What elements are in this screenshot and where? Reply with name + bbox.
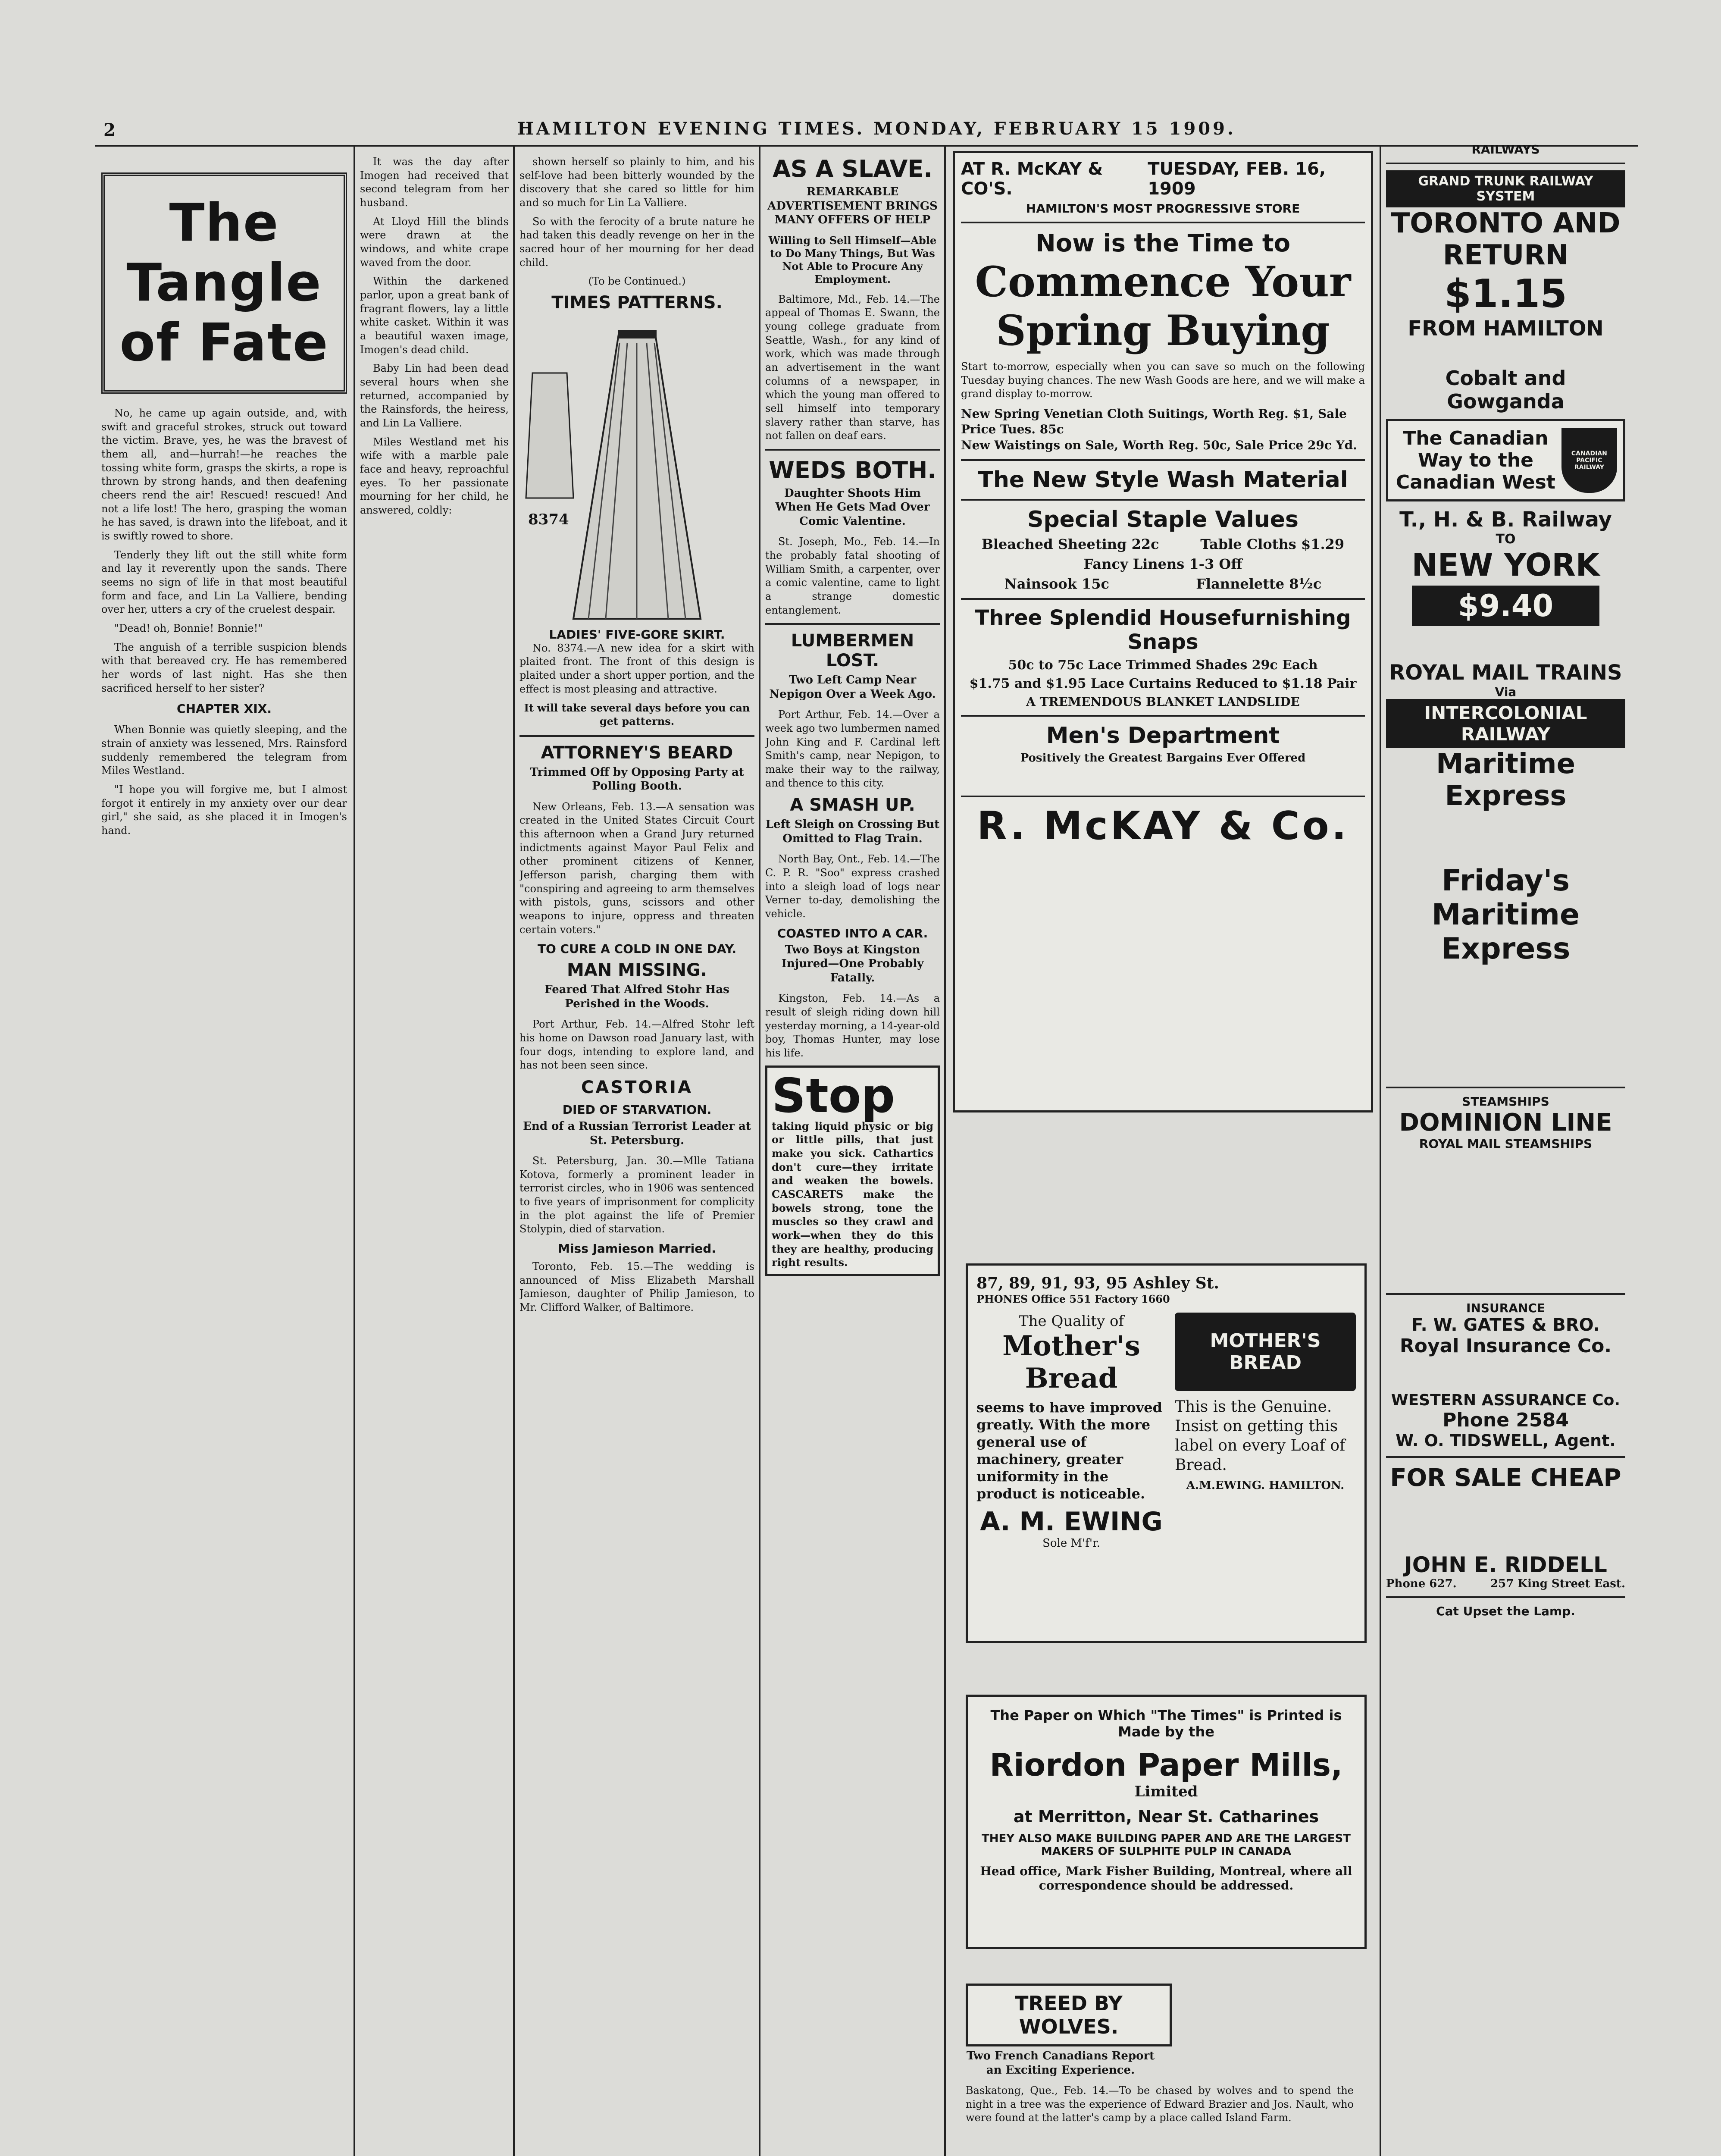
staple-row-2 — [961, 576, 1365, 592]
column-rule — [513, 147, 515, 2156]
mckay-header-left: AT R. McKAY & CO'S. — [961, 159, 1103, 199]
banner-line-3: Spring Buying — [996, 306, 1330, 355]
nainsook-offer: Nainsook 15c — [1004, 576, 1110, 592]
paragraph: "I hope you will forgive me, but I almost forgot it entirely in my anxiety over our dear girl," she said, as she placed it in Imogen's hand. — [101, 783, 347, 837]
column-rule — [1380, 147, 1381, 2156]
slave-subhead: REMARKABLE ADVERTISEMENT BRINGS MANY OFFERS OF HELP — [767, 185, 938, 226]
starvation-subhead: End of a Russian Terrorist Leader at St. Petersburg. — [523, 1120, 751, 1147]
stop-headline: Stop — [772, 1068, 895, 1123]
shades-offer: 50c to 75c Lace Trimmed Shades 29c Each — [1008, 658, 1318, 673]
toronto-return: TORONTO AND RETURN — [1391, 207, 1621, 271]
cold-headline: TO CURE A COLD IN ONE DAY. — [537, 942, 737, 956]
paragraph: shown herself so plainly to him, and his self-love had been bitterly wounded by the discovery that she cared so little for him and so much for Lin La Valliere. — [519, 156, 754, 209]
bread-label: MOTHER'S BREAD — [1175, 1313, 1356, 1391]
lumbermen-subhead: Two Left Camp Near Nepigon Over a Week Ago. — [769, 674, 936, 701]
slave-paragraph: Baltimore, Md., Feb. 14.—The appeal of Thomas E. Swann, the young college graduate from Seattle, Wash., for any kind of work, which was made through an advertisement in the want columns of a newspaper, in which the young man offered to sell himself into temporary slavery rather than starve, has not fallen on deaf ears. — [765, 293, 940, 442]
wolves-subhead: Two French Canadians Report an Exciting Experience. — [966, 2049, 1155, 2077]
paragraph: Miles Westland met his wife with a marble pale face and heavy, reproachful eyes. To her passionate mourning for her child, he answered, coldly: — [360, 436, 509, 517]
lumbermen-headline: LUMBERMEN LOST. — [791, 631, 914, 671]
divider — [961, 715, 1365, 717]
serial-body — [101, 407, 347, 838]
serial-column — [101, 172, 347, 2156]
riordon-name: Riordon Paper Mills, — [989, 1747, 1343, 1783]
mothers-bread-title: Mother's Bread — [1002, 1330, 1140, 1395]
gt-price: $1.15 — [1444, 271, 1567, 317]
thb-heading: T., H. & B. Railway — [1399, 508, 1612, 532]
ewing-phones: PHONES Office 551 Factory 1660 — [976, 1293, 1170, 1305]
paragraph: Tenderly they lift out the still white form and lay it reverently upon the sands. There seems no sign of life in that most beautiful form and face, and Lin La Valliere, bending over her, utters a cry of the cruelest despair. — [101, 548, 347, 616]
tidswell: W. O. TIDSWELL, Agent. — [1396, 1431, 1616, 1450]
cpr-ad — [1386, 419, 1625, 501]
riordon-top: The Paper on Which "The Times" is Printed is Made by the — [990, 1707, 1342, 1740]
mckay-slogan: HAMILTON'S MOST PROGRESSIVE STORE — [1026, 201, 1300, 216]
patterns-title: TIMES PATTERNS. — [551, 292, 723, 313]
married-paragraph: Toronto, Feb. 15.—The wedding is announced of Miss Elizabeth Marshall Jamieson, daughter of Philip Jamieson, to Mr. Clifford Walker, of Baltimore. — [519, 1260, 754, 1314]
venetian-offer: New Spring Venetian Cloth Suitings, Worth Reg. $1, Sale Price Tues. 85c — [961, 407, 1347, 437]
stop-text: taking liquid physic or big or little pills, that just make you sick. Cathartics don't cure—they irritate and weaken the bowels. CASCARETS make the bowels strong, tone the muscles so they crawl and work—when they do this they are healthy, producing right results. — [772, 1119, 933, 1269]
smash-paragraph: North Bay, Ont., Feb. 14.—The C. P. R. "Soo" express crashed into a sleigh load of logs near Verner to-day, demolishing the vehicle. — [765, 853, 940, 920]
mothers-bread-ad — [966, 1263, 1367, 1643]
riordon-limited: Limited — [1134, 1783, 1198, 1800]
divider — [961, 222, 1365, 223]
mckay-ad — [953, 151, 1373, 1112]
serial-column-2 — [360, 155, 509, 2156]
divider — [1386, 163, 1625, 164]
column-rule — [944, 147, 946, 2156]
new-york: NEW YORK — [1411, 547, 1600, 583]
page-number: 2 — [103, 120, 116, 140]
newspaper-title-line: HAMILTON EVENING TIMES. MONDAY, FEBRUARY 15 1909. — [517, 119, 1236, 139]
cpr-shield-icon: CANADIAN PACIFIC RAILWAY — [1561, 428, 1617, 493]
riordon-place: at Merritton, Near St. Catharines — [1013, 1807, 1319, 1826]
starvation-headline: DIED OF STARVATION. — [562, 1103, 712, 1117]
paragraph: No, he came up again outside, and, with swift and graceful strokes, struck out toward the victim. Brave, yes, he was the bravest of them all, and—hurrah!—he reaches the tossing white form, grasps the skirts, a rope is thrown by strong hands, and then deafening cheers rend the air! Rescued! rescued! And not a life lost! The hero, grasping the woman he has saved, is drawn into the lifeboat, and it is swiftly rowed to shore. — [101, 407, 347, 542]
paragraph: It was the day after Imogen had received that second telegram from her husband. — [360, 156, 509, 209]
housefurnishing-heading: Three Splendid Housefurnishing Snaps — [975, 606, 1351, 655]
man-missing-subhead: Feared That Alfred Stohr Has Perished in the Woods. — [544, 983, 729, 1010]
divider — [765, 449, 940, 451]
mens-heading: Men's Department — [1046, 723, 1280, 749]
slave-subhead-2: Willing to Sell Himself—Able to Do Many Things, But Was Not Able to Procure Any Employment. — [768, 234, 937, 285]
blanket-offer: A TREMENDOUS BLANKET LANDSLIDE — [1026, 695, 1300, 709]
divider — [1386, 1596, 1625, 1598]
ewing-address: 87, 89, 91, 93, 95 Ashley St. — [976, 1274, 1219, 1292]
western-assurance: WESTERN ASSURANCE Co. — [1391, 1391, 1621, 1409]
chapter-heading: CHAPTER XIX. — [177, 702, 272, 716]
riddell-contact — [1386, 1577, 1625, 1590]
divider — [961, 796, 1365, 797]
cascarets-ad — [765, 1065, 940, 1276]
lumbermen-paragraph: Port Arthur, Feb. 14.—Over a week ago two lumbermen named John King and F. Cardinal left Smith's camp, near Nepigon, to make their way to the railway, and thence to this city. — [765, 708, 940, 789]
railways-section: RAILWAYS — [1471, 142, 1540, 157]
riordon-office: Head office, Mark Fisher Building, Montreal, where all correspondence should be addressed. — [980, 1864, 1352, 1893]
divider — [1386, 1293, 1625, 1295]
serial-title-box — [101, 172, 347, 394]
castoria-ad: CASTORIA — [581, 1078, 693, 1098]
divider — [961, 598, 1365, 600]
gt-from: FROM HAMILTON — [1408, 317, 1604, 341]
weds-subhead: Daughter Shoots Him When He Gets Mad Over Comic Valentine. — [775, 486, 930, 528]
gates-heading: F. W. GATES & BRO. — [1411, 1315, 1600, 1335]
mckay-footer-logo: R. McKAY & Co. — [977, 803, 1349, 849]
married-headline: Miss Jamieson Married. — [558, 1241, 716, 1256]
staple-heading: Special Staple Values — [1027, 507, 1299, 533]
wolves-headline: TREED BY WOLVES. — [1015, 1992, 1123, 2038]
genuine-text: This is the Genuine. Insist on getting this label on every Loaf of Bread. — [1175, 1398, 1346, 1474]
ewing-signature: A.M.EWING. HAMILTON. — [1186, 1479, 1345, 1492]
divider — [1386, 1087, 1625, 1088]
serial-title: The Tangle of Fate — [119, 193, 329, 373]
pattern-number: 8374 — [528, 511, 569, 528]
wolves-story — [966, 1984, 1367, 2156]
dominion-line: DOMINION LINE — [1399, 1109, 1612, 1137]
wash-material-heading: The New Style Wash Material — [978, 467, 1348, 493]
banner-line-2: Commence Your — [975, 257, 1351, 306]
coasted-subhead: Two Boys at Kingston Injured—One Probably Fatally. — [781, 943, 924, 984]
quality-line: The Quality of — [1018, 1313, 1124, 1330]
paragraph: So with the ferocity of a brute nature he had taken this deadly revenge on her in the sacred hour of her mourning for her dead child. — [519, 215, 754, 269]
attorney-paragraph: New Orleans, Feb. 13.—A sensation was created in the United States Circuit Court this afternoon when a Grand Jury returned indictments against Mayor Paul Felix and other prominent citizens of Kenner, Jefferson parish, charging them with "conspiring and agreeing to arm themselves with pistols, guns, scissors and other weapons to injure, oppress and threaten certain voters." — [519, 800, 754, 936]
riddell-phone: Phone 627. — [1386, 1577, 1457, 1590]
phone-2584: Phone 2584 — [1443, 1409, 1569, 1431]
divider — [519, 735, 754, 737]
riddell-address: 257 King Street East. — [1490, 1577, 1625, 1590]
paragraph: At Lloyd Hill the blinds were drawn at the windows, and white crape waved from the door. — [360, 215, 509, 269]
smash-subhead: Left Sleigh on Crossing But Omitted to Flag Train. — [765, 818, 940, 845]
divider — [1386, 1456, 1625, 1458]
royal-mail: ROYAL MAIL TRAINS — [1389, 661, 1622, 685]
weds-headline: WEDS BOTH. — [769, 456, 936, 484]
smash-headline: A SMASH UP. — [790, 795, 915, 815]
staple-row-1 — [961, 536, 1365, 552]
slave-headline: AS A SLAVE. — [773, 155, 932, 182]
attorney-headline: ATTORNEY'S BEARD — [541, 743, 733, 763]
fridays-maritime: Friday's Maritime Express — [1431, 864, 1580, 966]
curtains-offer: $1.75 and $1.95 Lace Curtains Reduced to $1.18 Pair — [969, 676, 1357, 692]
via: Via — [1495, 685, 1517, 699]
grand-trunk-logo: GRAND TRUNK RAILWAY SYSTEM — [1386, 170, 1625, 207]
starvation-paragraph: St. Petersburg, Jan. 30.—Mlle Tatiana Kotova, formerly a prominent leader in terrorist circles, who in 1906 was sentenced to five years of imprisonment for complicity in the plot against the life of Premier Stolypin, died of starvation. — [519, 1155, 754, 1235]
cobalt-heading: Cobalt and Gowganda — [1445, 367, 1566, 413]
divider — [961, 499, 1365, 501]
maritime-express: Maritime Express — [1436, 748, 1575, 812]
thb-to: TO — [1496, 532, 1516, 547]
news-column-3 — [519, 155, 754, 2156]
table-cloths-offer: Table Cloths $1.29 — [1200, 536, 1345, 553]
pattern-text: No. 8374.—A new idea for a skirt with plaited front. The front of this design is plaited under a short upper portion, and the effect is most pleasing and attractive. — [519, 642, 754, 695]
riordon-also: THEY ALSO MAKE BUILDING PAPER AND ARE THE LARGEST MAKERS OF SULPHITE PULP IN CANADA — [982, 1832, 1351, 1858]
skirt-illustration — [519, 317, 754, 627]
flannelette-offer: Flannelette 8½c — [1196, 576, 1322, 592]
to-be-continued: (To be Continued.) — [588, 275, 686, 288]
coasted-headline: COASTED INTO A CAR. — [777, 926, 928, 940]
divider — [765, 623, 940, 625]
weds-paragraph: St. Joseph, Mo., Feb. 14.—In the probably fatal shooting of William Smith, a carpenter, over a comic valentine, came to light a strange domestic entanglement. — [765, 536, 940, 616]
mckay-intro: Start to-morrow, especially when you can save so much on the following Tuesday buying chances. The new Wash Goods are here, and we will make a grand display to-morrow. — [961, 360, 1365, 400]
waistings-offer: New Waistings on Sale, Worth Reg. 50c, Sale Price 29c Yd. — [961, 438, 1357, 452]
ewing-name: A. M. EWING — [980, 1507, 1163, 1537]
wolves-paragraph: Baskatong, Que., Feb. 14.—To be chased by wolves and to spend the night in a tree was the experience of Edward Brazier and Jos. Nault, who were found at the latter's camp by a place called Island Farm. — [966, 2084, 1354, 2124]
pattern-caption: LADIES' FIVE-GORE SKIRT. — [549, 627, 725, 642]
intercolonial-logo: INTERCOLONIAL RAILWAY — [1386, 699, 1625, 748]
riddell-name: JOHN E. RIDDELL — [1404, 1552, 1607, 1577]
mckay-header — [961, 159, 1365, 199]
divider — [961, 459, 1365, 461]
man-missing-headline: MAN MISSING. — [566, 960, 707, 981]
paragraph: Within the darkened parlor, upon a great bank of fragrant flowers, lay a little white casket. Within it was a beautiful waxen image, Imogen's dead child. — [360, 275, 509, 356]
column-rule — [354, 147, 355, 2156]
column-rule — [759, 147, 760, 2156]
royal-insurance: Royal Insurance Co. — [1399, 1335, 1612, 1357]
mckay-header-right: TUESDAY, FEB. 16, 1909 — [1148, 159, 1326, 199]
steamships-section: STEAMSHIPS — [1462, 1094, 1549, 1109]
paragraph: "Dead! oh, Bonnie! Bonnie!" — [114, 622, 263, 635]
railways-column — [1386, 142, 1625, 2156]
paragraph: Baby Lin had been dead several hours when she returned, accompanied by the Rainsfords, the heiress, and Lin La Valliere. — [360, 362, 509, 429]
riordon-ad — [966, 1695, 1367, 1949]
bread-body: seems to have improved greatly. With the more general use of machinery, greater uniformity in the product is noticeable. — [976, 1399, 1163, 1502]
cpr-heading: The Canadian Way to the Canadian West — [1396, 427, 1555, 493]
dominion-sub: ROYAL MAIL STEAMSHIPS — [1419, 1137, 1593, 1151]
ewing-role: Sole M'f'r. — [1042, 1537, 1100, 1550]
news-column-4 — [765, 155, 940, 2156]
ny-price: $9.40 — [1412, 586, 1599, 626]
banner-line-1: Now is the Time to — [1035, 229, 1291, 257]
pattern-footer: It will take several days before you can get patterns. — [524, 702, 750, 728]
linens-offer: Fancy Linens 1-3 Off — [1083, 556, 1242, 573]
coasted-paragraph: Kingston, Feb. 14.—As a result of sleigh riding down hill yesterday morning, a 14-year-old boy, Thomas Hunter, may lose his life. — [765, 992, 940, 1059]
insurance-section: INSURANCE — [1466, 1301, 1546, 1315]
attorney-subhead: Trimmed Off by Opposing Party at Polling Booth. — [530, 765, 744, 793]
paragraph: The anguish of a terrible suspicion blends with that bereaved cry. He has remembered her words of last night. Has she then sacrificed herself to her sister? — [101, 641, 347, 694]
man-missing-paragraph: Port Arthur, Feb. 14.—Alfred Stohr left his home on Dawson road January last, with four dogs, intending to explore land, and has not been seen since. — [519, 1018, 754, 1072]
cat-lamp-headline: Cat Upset the Lamp. — [1436, 1604, 1575, 1618]
sheeting-offer: Bleached Sheeting 22c — [981, 536, 1159, 553]
for-sale-heading: FOR SALE CHEAP — [1390, 1464, 1621, 1492]
paragraph: When Bonnie was quietly sleeping, and the strain of anxiety was lessened, Mrs. Rainsford suddenly remembered the telegram from Miles Westland. — [101, 724, 347, 777]
mens-subhead: Positively the Greatest Bargains Ever Offered — [1020, 752, 1306, 765]
